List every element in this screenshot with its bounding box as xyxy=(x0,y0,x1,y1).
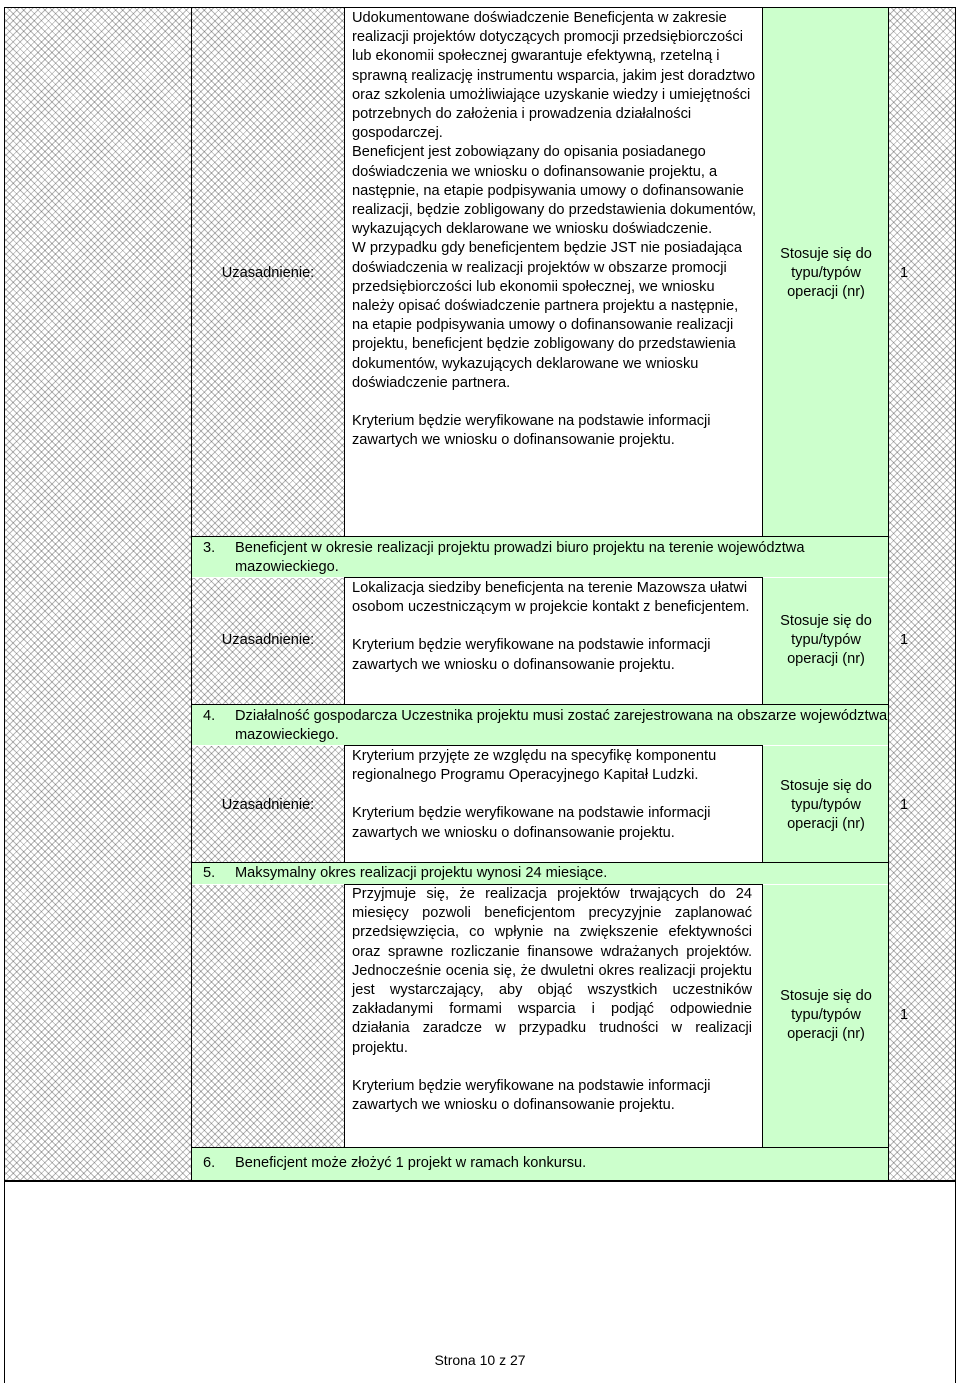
justification-label-3: Uzasadnienie: xyxy=(221,632,315,648)
table-border xyxy=(344,884,345,1148)
justification-text-3 xyxy=(352,579,757,675)
table-border xyxy=(344,577,763,578)
paragraph: Kryterium będzie weryfikowane na podstawie informacji zawartych we wniosku o dofinansowanie projektu. xyxy=(352,413,711,449)
table-border xyxy=(191,1147,889,1148)
justification-label-1: Uzasadnienie: xyxy=(221,265,315,281)
table-border xyxy=(4,1180,956,1182)
table-border xyxy=(762,884,763,1148)
criterion-heading-5 xyxy=(203,864,888,883)
criterion-text: Beneficjent może złożyć 1 projekt w ramach konkursu. xyxy=(235,1155,587,1171)
table-border xyxy=(191,536,889,537)
criterion-number: 5. xyxy=(203,865,216,881)
type-number-5: 1 xyxy=(899,1007,909,1023)
criterion-heading-4 xyxy=(203,707,888,745)
table-border xyxy=(762,7,763,537)
table-border xyxy=(4,7,5,1383)
criterion-text: Maksymalny okres realizacji projektu wynosi 24 miesiące. xyxy=(235,865,608,881)
paragraph: Kryterium będzie weryfikowane na podstawie informacji zawartych we wniosku o dofinansowanie projektu. xyxy=(352,1077,711,1114)
criterion-number: 3. xyxy=(203,540,216,556)
page-number: Strona 10 z 27 xyxy=(434,1352,526,1368)
table-border xyxy=(344,577,345,705)
applies-text-5: Stosuje się do typu/typów operacji (nr) xyxy=(780,988,872,1043)
table-border xyxy=(344,745,345,863)
left-hatched-column xyxy=(5,8,191,1180)
criterion-text: Działalność gospodarcza Uczestnika projektu musi zostać zarejestrowana na obszarze województwa mazowieckiego. xyxy=(235,708,888,744)
criterion-number: 4. xyxy=(203,708,216,724)
paragraph: Kryterium będzie weryfikowane na podstawie informacji zawartych we wniosku o dofinansowanie projektu. xyxy=(352,637,711,673)
criterion-text: Beneficjent w okresie realizacji projektu prowadzi biuro projektu na terenie województwa mazowieckiego. xyxy=(235,540,805,576)
type-number-3: 1 xyxy=(899,632,909,648)
table-border xyxy=(955,7,956,1383)
criterion-heading-3 xyxy=(203,539,888,577)
paragraph: Kryterium będzie weryfikowane na podstawie informacji zawartych we wniosku o dofinansowanie projektu. xyxy=(352,805,711,841)
table-border xyxy=(4,7,956,8)
paragraph: W przypadku gdy beneficjentem będzie JST nie posiadająca doświadczenia w realizacji projektów w obszarze promocji przedsiębiorczości lub ekonomii społecznej, we wniosku należy opisać doświadczenie partnera projektu a następnie, na etapie podpisywania umowy o dofinansowanie realizacji projektu, beneficjent będzie zobligowany do przedstawienia dokumentów, wykazujących deklarowane we wniosku doświadczenie partnera. xyxy=(352,240,742,391)
justification-label-4: Uzasadnienie: xyxy=(221,797,315,813)
table-border xyxy=(344,884,763,885)
table-border xyxy=(762,577,763,705)
type-number-1: 1 xyxy=(899,265,909,281)
table-border xyxy=(191,862,889,863)
justification-text-1 xyxy=(352,9,757,450)
justification-text-5 xyxy=(352,885,752,1115)
paragraph: Udokumentowane doświadczenie Beneficjenta w zakresie realizacji projektów dotyczących promocji przedsiębiorczości lub ekonomii społecznej gwarantuje efektywną, rzetelną i sprawną realizację instrumentu wsparcia, jakim jest doradztwo oraz szkolenia umożliwiające uzyskanie wiedzy i umiejętności potrzebnych do założenia i prowadzenia działalności gospodarczej. xyxy=(352,10,756,142)
criterion-heading-6 xyxy=(203,1154,888,1173)
paragraph: Lokalizacja siedziby beneficjenta na terenie Mazowsza ułatwi osobom uczestniczącym w projekcie kontakt z beneficjentem. xyxy=(352,580,750,616)
applies-text-4: Stosuje się do typu/typów operacji (nr) xyxy=(780,778,872,833)
right-hatched-column xyxy=(889,8,955,1180)
table-border xyxy=(344,745,763,746)
label-cell-5 xyxy=(192,885,344,1147)
table-border xyxy=(191,7,192,1181)
table-border xyxy=(888,7,889,1181)
table-border xyxy=(762,745,763,863)
criterion-number: 6. xyxy=(203,1155,216,1171)
table-border xyxy=(191,704,889,705)
applies-text-3: Stosuje się do typu/typów operacji (nr) xyxy=(780,613,872,668)
type-number-4: 1 xyxy=(899,797,909,813)
paragraph: Beneficjent jest zobowiązany do opisania posiadanego doświadczenia we wniosku o dofinansowanie projektu, a następnie, na etapie podpisywania umowy o dofinansowanie realizacji, będzie zobligowany do przedstawienia dokumentów, wykazujących deklarowane we wniosku doświadczenie. xyxy=(352,144,756,238)
justification-text-4 xyxy=(352,747,757,843)
paragraph: Kryterium przyjęte ze względu na specyfikę komponentu regionalnego Programu Operacyjnego Kapitał Ludzki. xyxy=(352,748,717,784)
applies-text-1: Stosuje się do typu/typów operacji (nr) xyxy=(780,246,872,301)
paragraph: Przyjmuje się, że realizacja projektów trwających do 24 miesięcy pozwoli beneficjentom precyzyjnie zaplanować przedsięwzięcia, co wpłynie na zwiększenie efektywności oraz sprawne rozliczanie finansowe wdrażanych projektów. Jednocześnie ocenia się, że dwuletni okres realizacji projektu jest wystarczający, aby objąć wszystkich uczestników zakładanymi formami wsparcia i podjąć odpowiednie działania zaradcze w przypadku trudności w realizacji projektu. xyxy=(352,886,752,1056)
table-border xyxy=(344,7,345,537)
